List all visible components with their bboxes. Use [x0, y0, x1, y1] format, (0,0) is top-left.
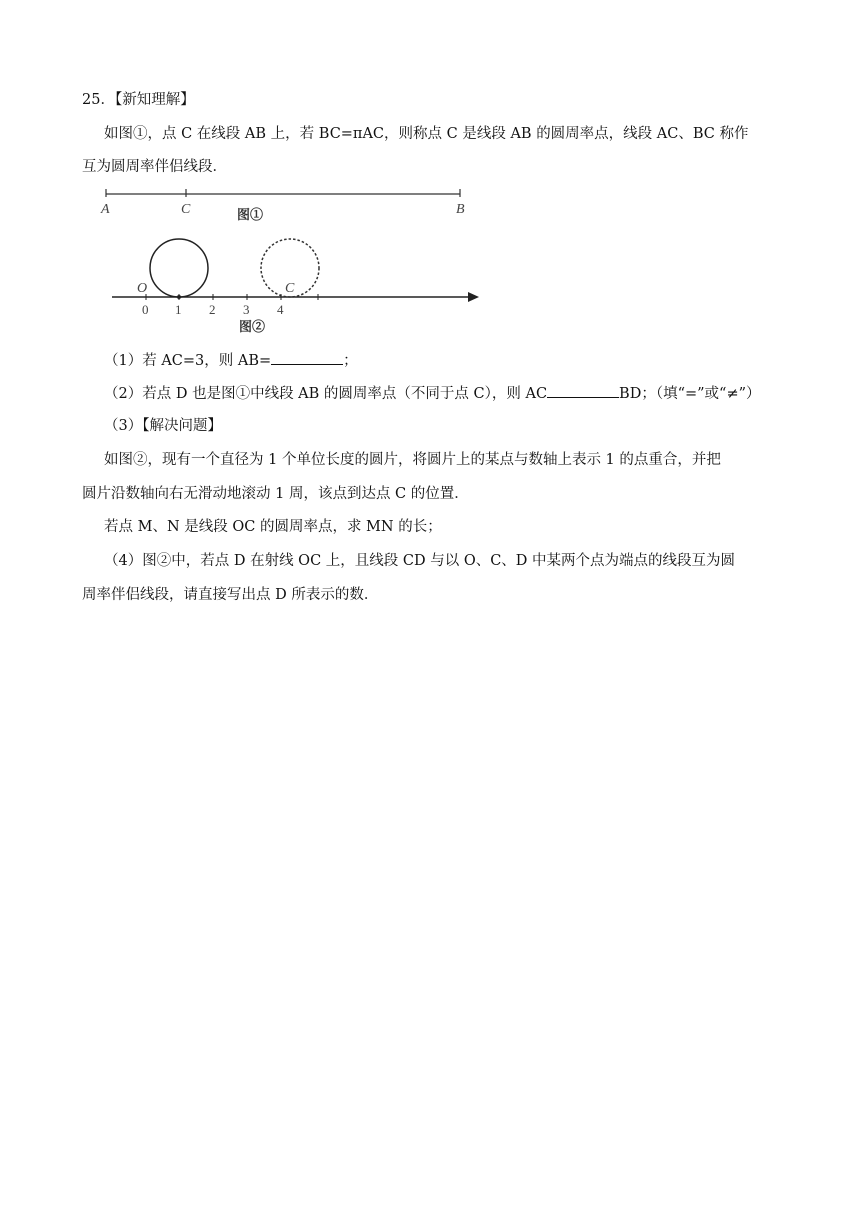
q2-answer-blank[interactable]: [547, 383, 619, 398]
tick-label-2: 2: [209, 302, 216, 317]
q1-prefix: （1）若 AC=3，则 AB=: [104, 353, 272, 369]
figures: [0, 180, 860, 340]
label-c: C: [181, 202, 191, 217]
question-4-line-2: 周率伴侣线段，请直接写出点 D 所表示的数．: [82, 587, 379, 603]
figure-2: [112, 239, 479, 334]
label-o: O: [137, 281, 148, 296]
intro-line-2: 互为圆周率伴侣线段．: [82, 159, 227, 175]
figure-1-caption: 图①: [237, 207, 264, 222]
tick-label-1: 1: [175, 302, 182, 317]
q2-prefix: （2）若点 D 也是图①中线段 AB 的圆周率点（不同于点 C），则 AC: [104, 386, 548, 402]
question-3-heading: （3）【解决问题】: [104, 418, 222, 434]
number-line-arrow: [468, 292, 479, 302]
label-b: B: [456, 202, 465, 217]
label-c-fig2: C: [285, 281, 295, 296]
tick-label-0: 0: [142, 302, 149, 317]
tick-label-4: 4: [277, 302, 284, 317]
problem-title: 25．【新知理解】: [82, 92, 195, 108]
question-3-line-1: 如图②，现有一个直径为 1 个单位长度的圆片，将圆片上的某点与数轴上表示 1 的点重合，并把: [104, 452, 721, 468]
question-4-line-1: （4）图②中，若点 D 在射线 OC 上，且线段 CD 与以 O、C、D 中某两个点为端点的线段互为圆: [104, 553, 736, 569]
question-1: [104, 350, 358, 371]
intro-line-1: 如图①，点 C 在线段 AB 上，若 BC=πAC，则称点 C 是线段 AB 的圆周率点，线段 AC、BC 称作: [104, 126, 749, 142]
question-3-line-3: 若点 M、N 是线段 OC 的圆周率点，求 MN 的长；: [104, 519, 442, 535]
tick-label-3: 3: [243, 302, 250, 317]
question-3-line-2: 圆片沿数轴向右无滑动地滚动 1 周，该点到达点 C 的位置．: [82, 486, 469, 502]
q1-answer-blank[interactable]: [271, 350, 343, 365]
figure-1: [100, 189, 465, 222]
q1-suffix: ；: [343, 353, 358, 369]
question-2: [104, 383, 761, 404]
label-a: A: [101, 202, 110, 217]
figure-2-caption: 图②: [239, 319, 266, 334]
q2-suffix: BD；（填“=”或“≠”）: [619, 386, 761, 402]
circle-start: [150, 239, 208, 297]
point-1: [177, 295, 181, 299]
